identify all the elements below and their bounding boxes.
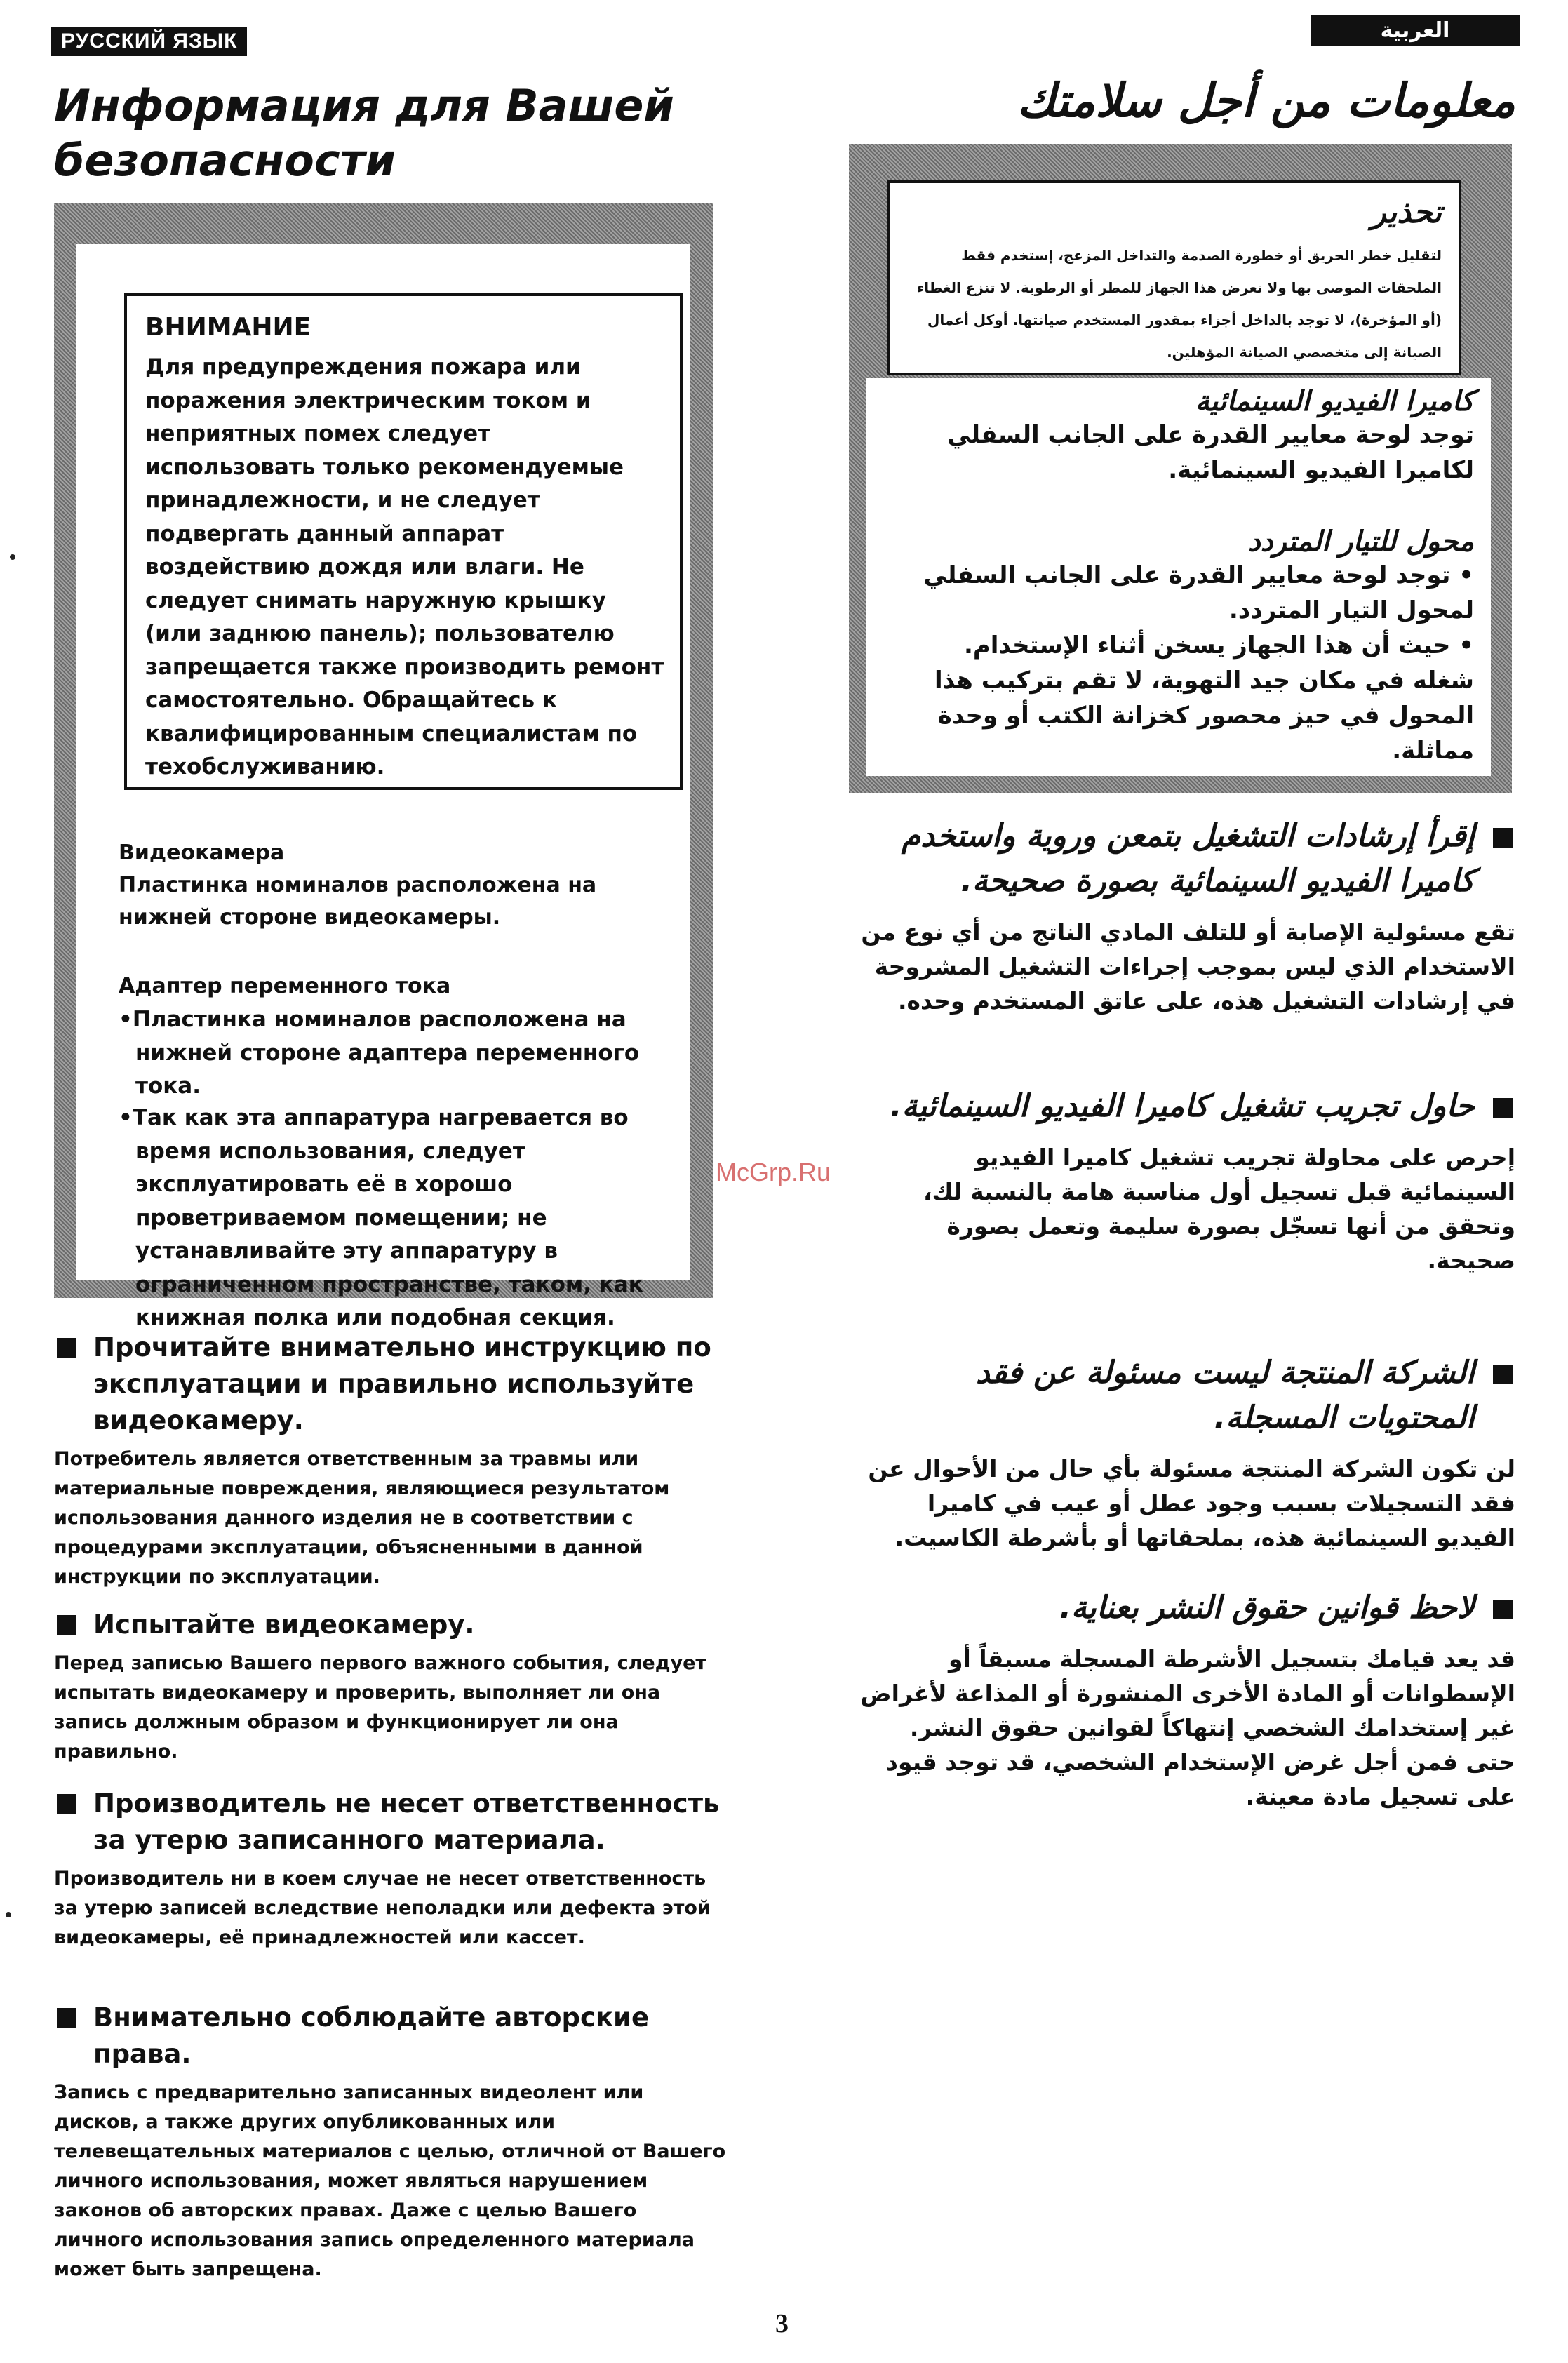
section-heading: Производитель не несет ответственность за утерю записанного материала. xyxy=(54,1786,728,1859)
page-title-arabic: معلومات من أجل سلامتك xyxy=(1017,74,1515,128)
safety-panel-russian xyxy=(76,244,690,1330)
warning-title-russian: ВНИМАНИЕ xyxy=(145,313,311,342)
camera-text-arabic: توجد لوحة معايير القدرة على الجانب السفلي لكاميرا الفيديو السينمائية. xyxy=(946,421,1474,484)
camera-info-russian xyxy=(119,837,673,934)
warning-frame-russian xyxy=(124,293,683,790)
adapter-heading-arabic: محول للتيار المتردد xyxy=(1247,526,1474,558)
scan-mark xyxy=(10,554,15,560)
adapter-bullet-1-arabic: • توجد لوحة معايير القدرة على الجانب السفلي لمحول التيار المتردد. xyxy=(923,561,1474,624)
section-read-instructions-arabic xyxy=(859,814,1515,1018)
warning-frame-arabic xyxy=(887,180,1461,375)
section-heading: Прочитайте внимательно инструкцию по эксплуатации и правильно используйте видеокамеру. xyxy=(54,1330,728,1439)
section-heading: حاول تجريب تشغيل كاميرا الفيديو السينمائية. xyxy=(859,1084,1515,1129)
section-manufacturer-liability-arabic xyxy=(859,1351,1515,1555)
section-body: Перед записью Вашего первого важного события, следует испытать видеокамеру и проверить, выполняет ли она запись должным образом и функционирует ли она правильно. xyxy=(54,1652,707,1762)
section-read-instructions-russian xyxy=(54,1330,728,1592)
adapter-bullet-2-arabic: • حيث أن هذا الجهاز يسخن أثناء الإستخدام. شغله في مكان جيد التهوية، لا تقم بتركيب هذا المحول في حيز محصور كخزانة الكتب أو وحدة مماثلة. xyxy=(934,631,1474,765)
bullet-square-icon xyxy=(57,1615,76,1635)
bullet-square-icon xyxy=(1493,828,1513,848)
section-heading: الشركة المنتجة ليست مسئولة عن فقد المحتويات المسجلة. xyxy=(859,1351,1515,1440)
section-body: قد يعد قيامك بتسجيل الأشرطة المسجلة مسبقاً أو الإسطوانات أو المادة الأخرى المنشورة أو المذاعة لأغراض غير إستخدامك الشخصي إنتهاكاً لقوانين حقوق النشر. حتى فمن أجل غرض الإستخدام الشخصي، قد توجد قيود على تسجيل مادة معينة. xyxy=(860,1645,1515,1810)
warning-body-russian: Для предупреждения пожара или поражения электрическим током и неприятных помех следует использовать только рекомендуемые принадлежности, и не следует подвергать данный аппарат воздействию дождя или влаги. Не следует снимать наружную крышку (или заднюю панель); пользователю запрещается также производить ремонт самостоятельно. Обращайтесь к квалифицированным специалистам по техобслуживанию. xyxy=(145,354,664,779)
section-heading: Испытайте видеокамеру. xyxy=(54,1607,728,1643)
bullet-square-icon xyxy=(1493,1365,1513,1384)
adapter-heading-russian: Адаптер переменного тока xyxy=(119,974,451,998)
scan-mark xyxy=(6,1912,11,1917)
language-tag-russian: РУССКИЙ ЯЗЫК xyxy=(51,27,247,56)
section-test-camera-arabic xyxy=(859,1084,1515,1278)
section-body: تقع مسئولية الإصابة أو للتلف المادي الناتج من أي نوع من الاستخدام الذي ليس بموجب إجراءات التشغيل المشروحة في إرشادات التشغيل هذه، على عاتق المستخدم وحده. xyxy=(861,918,1515,1015)
section-body: لن تكون الشركة المنتجة مسئولة بأي حال من الأحوال عن فقد التسجيلات بسبب وجود عطل أو عيب في كاميرا الفيديو السينمائية هذه، بملحقاتها أو بأشرطة الكاسيت. xyxy=(868,1455,1515,1551)
section-test-camera-russian xyxy=(54,1607,728,1767)
section-heading: لاحظ قوانين حقوق النشر بعناية. xyxy=(859,1586,1515,1631)
section-heading: إقرأ إرشادات التشغيل بتمعن وروية واستخدم كاميرا الفيديو السينمائية بصورة صحيحة. xyxy=(859,814,1515,904)
warning-body-arabic: لتقليل خطر الحريق أو خطورة الصدمة والتداخل المزعج، إستخدم فقط الملحقات الموصى بها ولا تعرض هذا الجهاز للمطر أو الرطوبة. لا تنزع الغطاء (أو المؤخرة)، لا توجد بالداخل أجزاء بمقدور المستخدم صيانتها. أوكل أعمال الصيانة إلى متخصصي الصيانة المؤهلين. xyxy=(916,247,1442,361)
adapter-info-arabic xyxy=(899,526,1474,768)
warning-title-arabic: تحذير xyxy=(1371,194,1442,230)
page-title-russian: Информация для Вашей безопасности xyxy=(54,80,674,186)
section-body: إحرص على محاولة تجريب تشغيل كاميرا الفيديو السينمائية قبل تسجيل أول مناسبة هامة بالنسبة لك، وتحقق من أنها تسجّل بصورة سليمة وتعمل بصورة صحيحة. xyxy=(923,1144,1515,1274)
section-body: Запись с предварительно записанных видеолент или дисков, а также других опубликованных или телевещательных материалов с целью, отличной от Вашего личного использования, может являться нарушением законов об авторских правах. Даже с целью Вашего личного использования запись определенного материала может быть запрещена. xyxy=(54,2082,726,2280)
section-body: Потребитель является ответственным за травмы или материальные повреждения, являющиеся результатом использования данного изделия не в соответствии с процедурами эксплуатации, объясненными в данной инструкции по эксплуатации. xyxy=(54,1448,670,1588)
bullet-square-icon xyxy=(1493,1098,1513,1118)
bullet-square-icon xyxy=(1493,1600,1513,1619)
section-heading: Внимательно соблюдайте авторские права. xyxy=(54,2000,728,2073)
safety-box-arabic xyxy=(849,144,1512,793)
camera-heading-russian: Видеокамера xyxy=(119,841,285,865)
section-body: Производитель ни в коем случае не несет ответственность за утерю записей вследствие неполадки или дефекта этой видеокамеры, её принадлежностей или кассет. xyxy=(54,1868,711,1948)
section-manufacturer-liability-russian xyxy=(54,1786,728,1953)
section-copyright-russian xyxy=(54,2000,728,2284)
safety-box-russian xyxy=(54,203,713,1330)
adapter-bullet-1-russian: •Пластинка номиналов расположена на нижней стороне адаптера переменного тока. xyxy=(119,1007,640,1099)
section-copyright-arabic xyxy=(859,1586,1515,1814)
adapter-bullet-2-russian: •Так как эта аппаратура нагревается во время использования, следует эксплуатировать её в хорошо проветриваемом помещении; не устанавливайте эту аппаратуру в ограниченном пространстве, таком, как книжная полка или подобная секция. xyxy=(119,1105,643,1330)
camera-heading-arabic: كاميرا الفيديو السينمائية xyxy=(1195,385,1474,417)
camera-text-russian: Пластинка номиналов расположена на нижней стороне видеокамеры. xyxy=(119,873,597,930)
safety-panel-arabic xyxy=(866,378,1491,776)
bullet-square-icon xyxy=(57,2008,76,2028)
watermark-text: McGrp.Ru xyxy=(716,1158,831,1186)
bullet-square-icon xyxy=(57,1794,76,1814)
bullet-square-icon xyxy=(57,1338,76,1358)
language-tag-arabic: العربية xyxy=(1311,15,1520,46)
page-number: 3 xyxy=(775,2309,789,2338)
camera-info-arabic xyxy=(899,385,1474,488)
